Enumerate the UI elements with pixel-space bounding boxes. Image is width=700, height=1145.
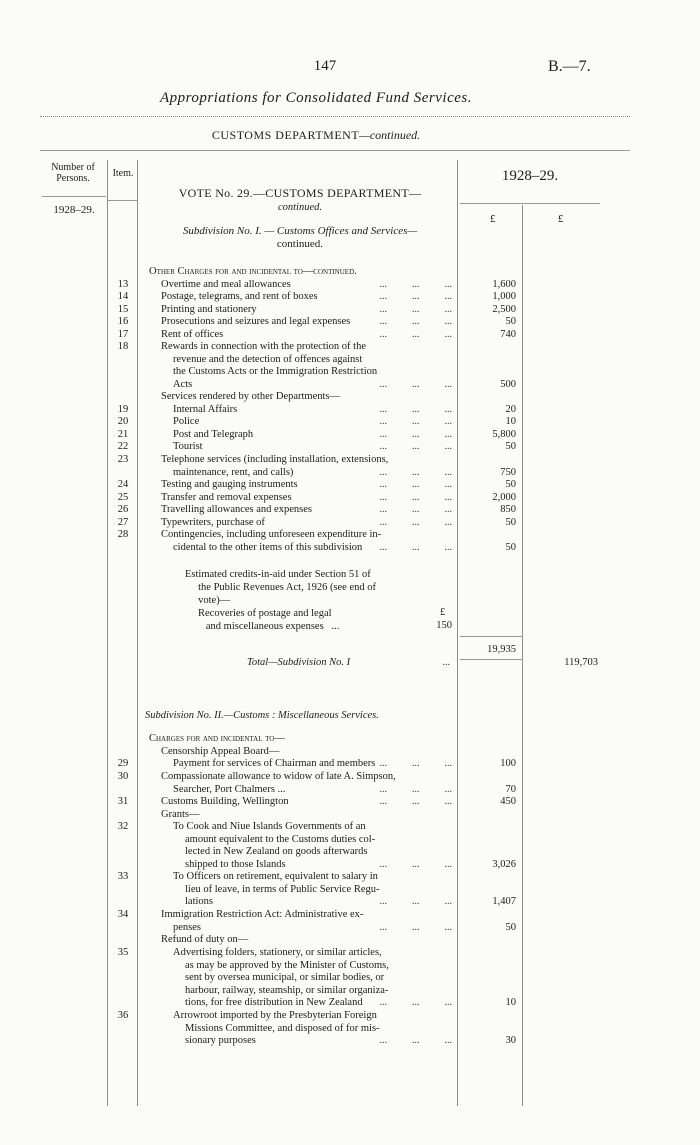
sub2-leader: ... ... ... [379, 858, 452, 870]
sub1-item-number: 18 [117, 341, 129, 352]
sub1-leader: ... ... ... [379, 429, 452, 440]
rule-amount-right [522, 205, 523, 1106]
sub2-item-amount: 100 [500, 758, 516, 769]
subdivision-1-heading [145, 225, 455, 251]
sub1-item-text: Printing and stationery [161, 304, 257, 315]
sub1-item-amount: 500 [500, 378, 516, 390]
sub1-item-text: Post and Telegraph [173, 429, 254, 440]
sub1-item-text: Typewriters, purchase of [161, 517, 265, 528]
sub1-item-number: 21 [117, 429, 129, 440]
sub1-item-number: 20 [117, 416, 129, 427]
sub2-leader: ... ... ... [379, 921, 452, 933]
sub2-item-text: Censorship Appeal Board— [161, 746, 280, 757]
sub1-item-text: Overtime and meal allowances [161, 279, 291, 290]
sub1-item-text: Services rendered by other Departments— [161, 391, 341, 402]
sub2-item-text: Immigration Restriction Act: Administrative ex- penses [161, 909, 364, 933]
page-number: 147 [313, 58, 337, 74]
sub1-item-number: 24 [117, 479, 129, 490]
sub1-item-amount: 50 [505, 517, 516, 528]
persons-column-header: Number of Persons. [51, 162, 95, 184]
sub1-leader: ... ... ... [379, 378, 452, 390]
sub1-item-amount: 5,800 [492, 429, 516, 440]
sub2-item-amount: 70 [505, 783, 516, 795]
subdivision-1-subtotal: 19,935 [487, 644, 516, 655]
vote-title: VOTE No. 29.—CUSTOMS DEPARTMENT— [178, 186, 422, 200]
department-name: CUSTOMS DEPARTMENT [211, 128, 360, 142]
sub1-item-number: 15 [117, 304, 129, 315]
sub1-leader: ... ... ... [379, 441, 452, 452]
sub2-item-amount: 50 [505, 921, 516, 933]
sub1-item-amount: 1,600 [492, 279, 516, 290]
subdivision-2-title: Subdivision No. II.—Customs : Miscellaneous Services. [145, 710, 379, 721]
subdivision-1-total-label: Total—Subdivision No. I [247, 657, 351, 668]
sub1-item-text: Travelling allowances and expenses [161, 504, 312, 515]
sub1-item-number: 28 [117, 529, 129, 540]
sub1-item-number: 23 [117, 454, 129, 465]
sub2-item-text: To Cook and Niue Islands Governments of an amount equivalent to the Customs duties col- lected in New Zealand on goods afterwards shipped to those Islands [173, 821, 376, 870]
sub1-item-number: 19 [117, 404, 129, 415]
subdivision-1-continued: continued. [276, 238, 324, 250]
sub2-item-text: To Officers on retirement, equivalent to salary in lieu of leave, in terms of Public Service Regu- lations [173, 871, 380, 907]
sub2-item-number: 33 [117, 871, 129, 882]
subdivision-1-title: Subdivision No. I. — Customs Offices and Services— [182, 225, 418, 237]
sub2-item-amount: 3,026 [492, 858, 516, 870]
sub1-item-amount: 50 [505, 441, 516, 452]
subtotal-rule [460, 659, 522, 660]
sub1-leader: ... ... ... [379, 329, 452, 340]
persons-header-rule [42, 196, 106, 197]
item-header-rule [108, 200, 138, 201]
credits-note: Estimated credits-in-aid under Section 51 of the Public Revenues Act, 1926 (see end of vote)— [185, 569, 376, 606]
sub2-leader: ... ... ... [379, 997, 452, 1008]
rule-text-right [457, 160, 458, 1106]
sub1-item-text: Transfer and removal expenses [161, 492, 292, 503]
department-heading [0, 128, 632, 143]
sub1-item-amount: 10 [505, 416, 516, 427]
sub1-item-amount: 50 [505, 316, 516, 327]
sub2-leader: ... ... ... [379, 896, 452, 907]
sub1-item-text: Tourist [173, 441, 203, 452]
sub1-item-text: Postage, telegrams, and rent of boxes [161, 291, 318, 302]
sub2-item-text: Arrowroot imported by the Presbyterian Foreign Missions Committee, and disposed of for mis- sionary purposes [173, 1010, 380, 1046]
sub2-item-text: Refund of duty on— [161, 934, 249, 945]
sub2-item-number: 32 [117, 821, 129, 832]
sub1-item-number: 22 [117, 441, 129, 452]
sub1-leader: ... ... ... [379, 466, 452, 478]
sub1-leader: ... ... ... [379, 504, 452, 515]
sub1-leader: ... ... ... [379, 479, 452, 490]
persons-year: 1928–29. [53, 204, 95, 216]
sub2-item-number: 34 [117, 909, 129, 920]
recoveries-amount: 150 [436, 620, 452, 631]
sub1-leader: ... ... ... [379, 541, 452, 553]
sub2-leader: ... ... ... [379, 1035, 452, 1046]
sub1-item-number: 17 [117, 329, 129, 340]
sub1-item-text: Internal Affairs [173, 404, 238, 415]
sub2-item-number: 35 [117, 947, 129, 958]
document-reference: B.—7. [548, 58, 591, 75]
sub2-item-text: Grants— [161, 809, 200, 820]
subdivision-1-total: 119,703 [564, 657, 598, 668]
title-rule [40, 116, 630, 117]
pound-sign-subtotals: £ [490, 213, 496, 225]
sub1-item-amount: 750 [500, 466, 516, 478]
sub1-item-amount: 740 [500, 329, 516, 340]
sub1-item-text: Rewards in connection with the protection of the revenue and the detection of offences against the Customs Acts or the Immigration Restriction Acts [161, 341, 378, 390]
sub1-item-amount: 50 [505, 479, 516, 490]
sub1-item-amount: 850 [500, 504, 516, 515]
sub1-leader: ... ... ... [379, 316, 452, 327]
sub1-leader: ... ... ... [379, 404, 452, 415]
sub2-leader: ... ... ... [379, 796, 452, 807]
vote-suffix: continued. [277, 202, 323, 213]
page-title: Appropriations for Consolidated Fund Services. [159, 90, 472, 106]
sub1-item-text: Prosecutions and seizures and legal expenses [161, 316, 351, 327]
sub1-item-amount: 20 [505, 404, 516, 415]
total-leader: ... [442, 657, 450, 668]
sub2-item-number: 31 [117, 796, 129, 807]
sub2-item-text: Advertising folders, stationery, or similar articles, as may be approved by the Minister of Customs, sent by oversea municipal, or similar bodies, or harbour, railway, steamship, or similar organiza- tions, for free distribution in New Zealand [173, 947, 389, 1008]
year-column-header: 1928–29. [501, 168, 559, 184]
recoveries-rule [460, 636, 522, 637]
sub1-leader: ... ... ... [379, 492, 452, 503]
sub1-leader: ... ... ... [379, 291, 452, 302]
sub1-item-number: 27 [117, 517, 129, 528]
sub1-item-text: Police [173, 416, 200, 427]
sub1-item-text: Testing and gauging instruments [161, 479, 298, 490]
sub1-leader: ... ... ... [379, 416, 452, 427]
recoveries-pound: £ [440, 607, 446, 618]
sub2-item-amount: 1,407 [492, 896, 516, 907]
sub2-item-amount: 30 [505, 1035, 516, 1046]
sub1-item-number: 14 [117, 291, 129, 302]
item-column-header: Item. [112, 168, 134, 179]
amount-header-rule [460, 203, 600, 204]
sub2-item-amount: 450 [500, 796, 516, 807]
sub1-item-text: Telephone services (including installation, extensions, maintenance, rent, and calls) [161, 454, 389, 478]
pound-sign-totals: £ [558, 213, 564, 225]
sub2-item-text: Compassionate allowance to widow of late A. Simpson, Searcher, Port Chalmers ... [161, 771, 396, 795]
sub1-item-amount: 1,000 [492, 291, 516, 302]
sub1-item-amount: 2,500 [492, 304, 516, 315]
sub1-item-amount: 50 [505, 541, 516, 553]
sub2-leader: ... ... ... [379, 758, 452, 769]
vote-heading [145, 187, 455, 214]
subdivision-2-charges-heading: Charges for and incidental to— [149, 733, 285, 744]
sub1-item-number: 25 [117, 492, 129, 503]
sub1-leader: ... ... ... [379, 517, 452, 528]
sub1-item-number: 26 [117, 504, 129, 515]
sub1-item-amount: 2,000 [492, 492, 516, 503]
sub2-leader: ... ... ... [379, 783, 452, 795]
rule-item-right [137, 160, 138, 1106]
rule-item-left [107, 160, 108, 1106]
department-suffix: —continued. [359, 128, 421, 142]
sub2-item-amount: 10 [505, 997, 516, 1008]
sub2-item-number: 36 [117, 1010, 129, 1021]
sub1-item-text: Contingencies, including unforeseen expenditure in- cidental to the other items of this subdivision [161, 529, 382, 553]
sub2-item-number: 30 [117, 771, 129, 782]
subdivision-1-charges-heading: Other Charges for and incidental to—continued. [149, 266, 357, 277]
sub1-item-number: 13 [117, 279, 129, 290]
dept-rule [40, 150, 630, 151]
sub1-leader: ... ... ... [379, 279, 452, 290]
sub1-item-number: 16 [117, 316, 129, 327]
sub1-leader: ... ... ... [379, 304, 452, 315]
recoveries-line: Recoveries of postage and legal and miscellaneous expenses ... [198, 608, 340, 632]
sub2-item-text: Customs Building, Wellington [161, 796, 289, 807]
sub2-item-number: 29 [117, 758, 129, 769]
sub1-item-text: Rent of offices [161, 329, 224, 340]
sub2-item-text: Payment for services of Chairman and members [173, 758, 376, 769]
